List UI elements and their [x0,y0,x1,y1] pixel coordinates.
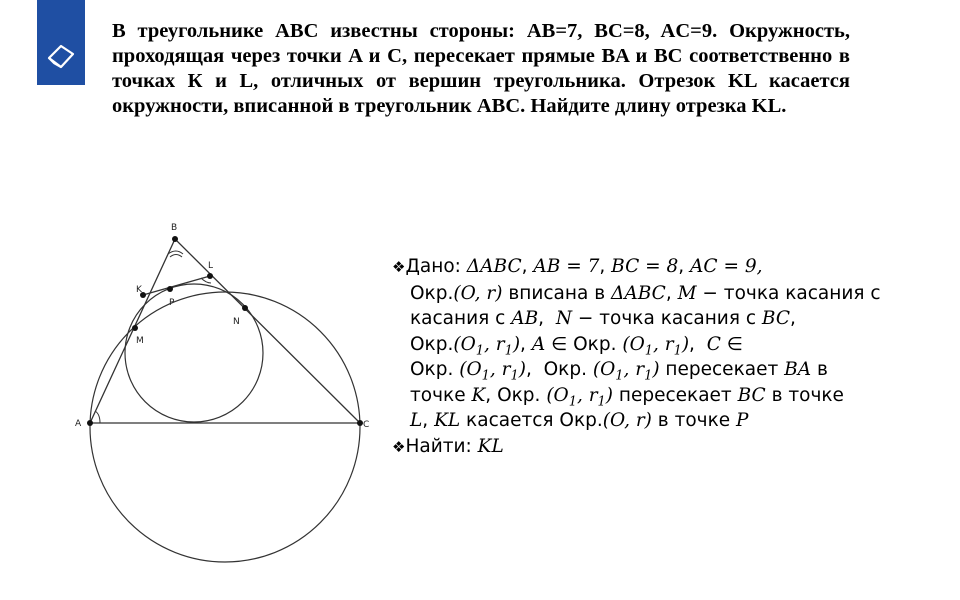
given-line-3: касания с AB, N − точка касания с BC, [410,308,796,329]
point-b [172,236,178,242]
eraser-icon [45,40,77,72]
point-p [167,286,173,292]
circle-through-a-c [90,292,360,562]
point-a [87,420,93,426]
given-line-5: Окр. ($O_1$, $r_1$), Окр. ($O_1$, $r_1$) пересекает BA в [410,359,828,384]
point-m [132,325,138,331]
label-a: A [75,419,82,429]
given-line-6: точке K, Окр. ($O_1$, $r_1$) пересекает BC в точке [410,384,844,410]
given-line-7: L, KL касается Окр.(O, r) в точке P [410,410,749,431]
diamond-bullet-icon: ❖ [392,437,406,456]
angle-mark-b-2 [170,255,182,258]
angle-mark-b [168,251,183,254]
problem-statement: В треугольнике ABC известны стороны: AB=7, BC=8, AC=9. Окружность, проходящая через точки A и C, пересекает прямые BA и BC соответственно в точках К и L, отличных от вершин треугольника. Отрезок KL касается окружности, вписанной в треугольник ABC. Найдите длину отрезка KL. [112,20,850,117]
given-line-1: ❖Дано: ΔABC, AB = 7, BC = 8, AC = 9, [392,256,763,277]
given-line-4: $Окр.(O_1$, $r_1$), A ∈ Окр. ($O_1$, $r_1$), C ∈ [410,333,743,359]
angle-mark-a [95,411,100,423]
label-l: L [208,261,214,271]
label-m: M [136,336,144,346]
find-line: ❖Найти: KL [392,435,504,457]
point-l [207,273,213,279]
given-line-2: Окр.(O, r) вписана в ΔABC, M − точка касания с [410,282,881,304]
diamond-bullet-icon: ❖ [392,258,406,276]
incircle [125,284,263,422]
label-b: B [171,223,178,233]
geometry-figure [70,215,380,600]
label-c: C [363,420,370,430]
given-block [392,254,922,460]
point-n [242,305,248,311]
label-n: N [233,317,240,327]
label-k: K [136,285,142,295]
brand-block [37,0,85,85]
label-p: P [169,298,175,308]
